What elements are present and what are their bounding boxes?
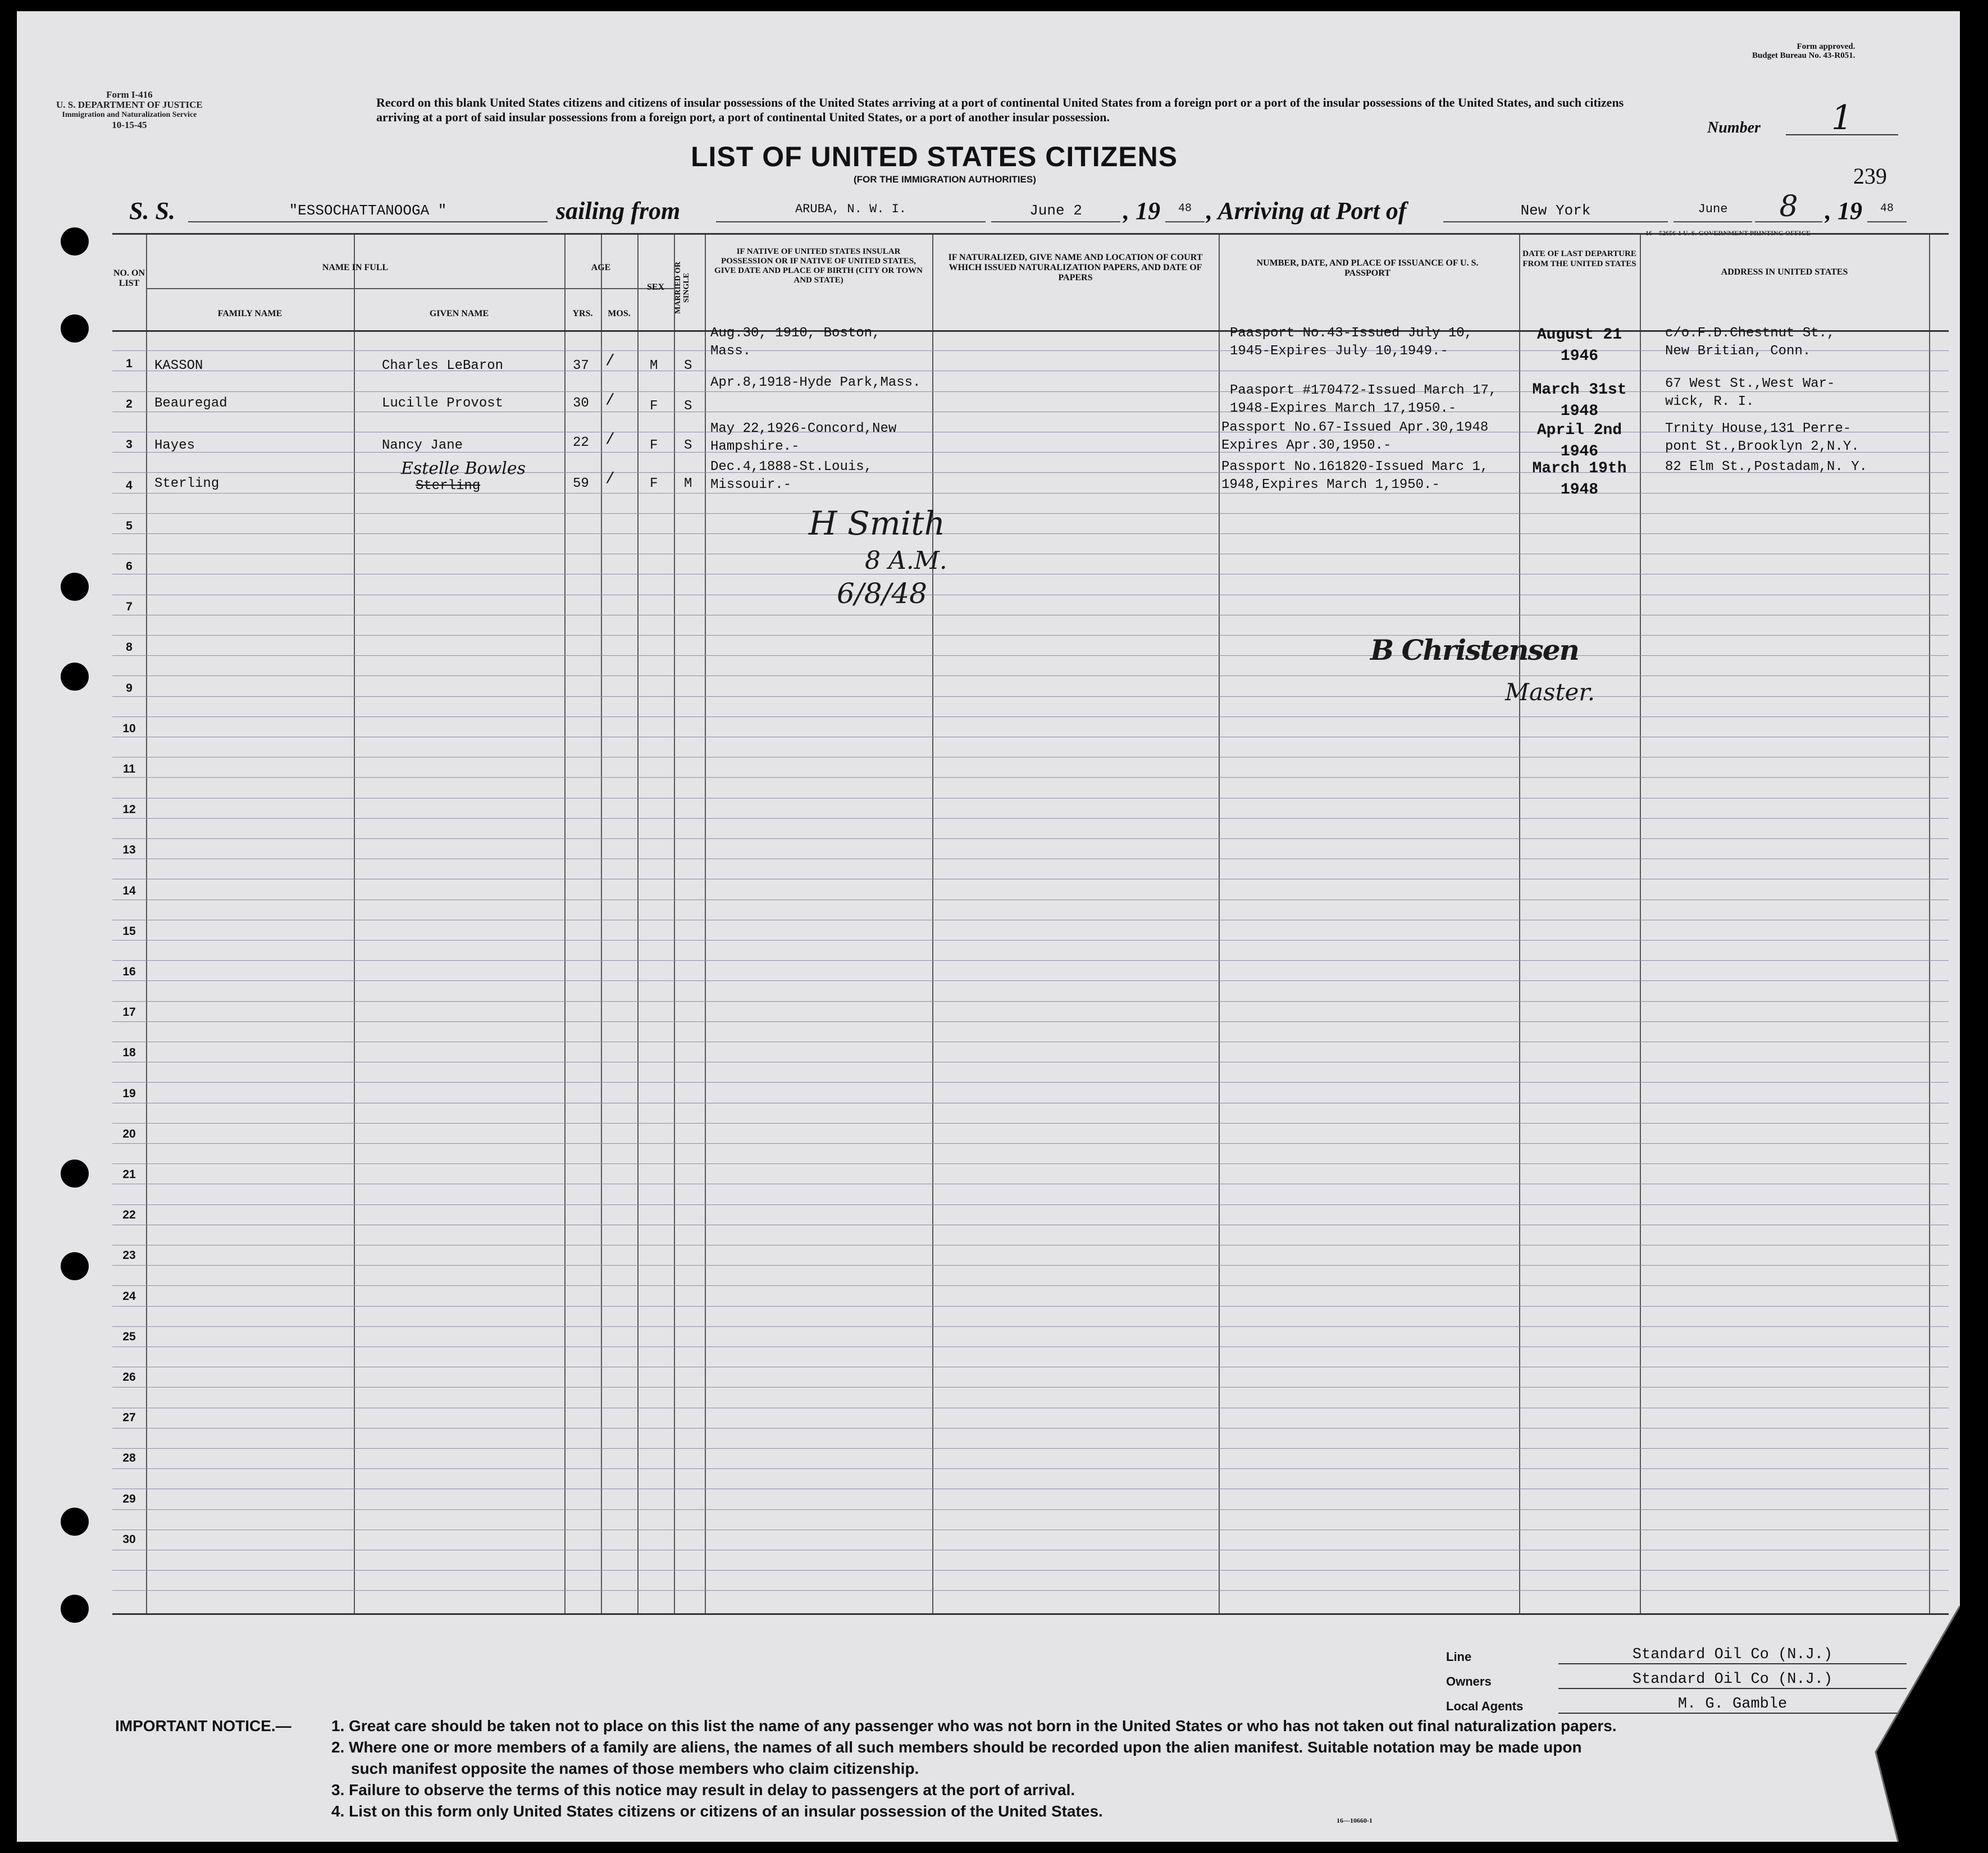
owners-label: Owners <box>1446 1674 1492 1688</box>
form-line: Immigration and Naturalization Service <box>62 111 197 119</box>
notice-item-3: 3. Failure to observe the terms of this notice may result in delay to passengers at the port of arrival. <box>331 1781 1075 1799</box>
number-value: 1 <box>1786 98 1898 135</box>
agents-label: Local Agents <box>1446 1699 1524 1713</box>
col-no: NO. ON LIST <box>113 268 145 288</box>
binder-hole <box>61 1252 89 1280</box>
col-family-name: FAMILY NAME <box>217 309 282 318</box>
birth-info: May 22,1926-Concord,New Hampshire.- <box>710 421 897 454</box>
row-number: 6 <box>126 560 133 573</box>
notice-item-4: 4. List on this form only United States citizens or citizens of an insular possession of the United States. <box>331 1802 1103 1820</box>
col-yrs: YRS. <box>572 309 593 318</box>
binder-hole <box>61 663 89 691</box>
given-name: Lucille Provost <box>382 396 504 411</box>
col-given-name: GIVEN NAME <box>429 309 489 318</box>
ship-name: "ESSOCHATTANOOGA " <box>188 202 548 222</box>
row-number: 16 <box>122 965 136 978</box>
notice-item-2-cont: such manifest opposite the names of those members who claim citizenship. <box>351 1760 919 1777</box>
row-number: 26 <box>122 1371 136 1384</box>
given-name: Nancy Jane <box>382 438 463 453</box>
master-title: Master. <box>1505 678 1595 706</box>
row-number: 22 <box>122 1208 136 1222</box>
marital-status: S <box>684 399 692 414</box>
ruled-line <box>112 1001 1949 1002</box>
ruled-line <box>112 493 1949 494</box>
passport-info: Passport No.161820-Issued Marc 1, 1948,Expires March 1,1950.- <box>1221 459 1489 492</box>
passport-info: Passport No.67-Issued Apr.30,1948 Expires Apr.30,1950.- <box>1221 420 1489 453</box>
col-sex: SEX <box>646 282 665 292</box>
row-number: 10 <box>122 722 136 735</box>
binder-hole <box>61 573 89 601</box>
ruled-line <box>112 635 1949 636</box>
col-married: MARRIED OR SINGLE <box>674 262 691 314</box>
ruled-line <box>112 1468 1949 1469</box>
year-prefix: , 19 <box>1123 197 1160 225</box>
last-departure: August 21 1946 <box>1536 326 1622 365</box>
line-label: Line <box>1446 1650 1472 1664</box>
notice-item-1: 1. Great care should be taken not to place on this list the name of any passenger who was not born in the United States or who has not taken out final naturalization papers. <box>331 1717 1617 1735</box>
ruled-line <box>112 1448 1949 1449</box>
binder-hole <box>61 1595 89 1623</box>
marital-status: S <box>684 358 692 373</box>
col-mos: MOS. <box>608 309 631 318</box>
ruled-line <box>112 1082 1949 1083</box>
ruled-line <box>112 1590 1949 1591</box>
sex: F <box>650 399 658 414</box>
col-native: IF NATIVE OF UNITED STATES INSULAR POSSESSION OR IF NATIVE OF UNITED STATES, GIVE DATE AND PLACE OF BIRTH (CITY OR TOWN AND STATE) <box>714 247 923 285</box>
age-years: 59 <box>573 476 589 491</box>
ruled-line <box>112 1306 1949 1307</box>
row-number: 17 <box>122 1006 136 1019</box>
ruled-line <box>112 980 1949 981</box>
approval-line: Form approved. <box>1797 42 1855 51</box>
row-number: 14 <box>122 884 136 897</box>
row-number: 2 <box>126 398 133 411</box>
arrival-day: 8 <box>1755 190 1822 222</box>
last-departure: March 19th 1948 <box>1532 460 1627 499</box>
sex: F <box>650 476 658 491</box>
ruled-line <box>112 1123 1949 1124</box>
form-line: Form I-416 <box>106 89 153 100</box>
birth-info: Apr.8,1918-Hyde Park,Mass. <box>710 375 921 390</box>
manifest-page <box>17 11 1960 1842</box>
row-number: 15 <box>122 924 136 938</box>
row-number: 25 <box>122 1330 136 1343</box>
family-name: Hayes <box>154 438 195 453</box>
budget-approval <box>1752 42 1855 60</box>
inspection-time: 8 A.M. <box>865 546 947 575</box>
us-address: c/o.F.D.Chestnut St., New Britian, Conn. <box>1665 326 1835 359</box>
ruled-line <box>112 696 1949 697</box>
from-port: ARUBA, N. W. I. <box>716 202 986 222</box>
binder-hole <box>61 227 89 255</box>
master-signature: B Christensen <box>1370 633 1579 667</box>
arrival-year: 48 <box>1867 202 1907 222</box>
row-number: 1 <box>126 357 133 370</box>
row-number: 23 <box>122 1249 136 1262</box>
from-year: 48 <box>1165 202 1205 222</box>
number-label: Number <box>1707 119 1761 136</box>
owners-value: Standard Oil Co (N.J.) <box>1558 1671 1907 1689</box>
instructions: Record on this blank United States citizens and citizens of insular possessions of the United States arriving at a port of continental United States from a foreign port or a port of the insular possessions of the United States, and such citizens arriving at a port of said insular possessions from a foreign port, a port of continental United States, or a port of another insular possession. <box>376 95 1624 124</box>
approval-line: Budget Bureau No. 43-R051. <box>1752 51 1855 60</box>
col-naturalized: IF NATURALIZED, GIVE NAME AND LOCATION OF COURT WHICH ISSUED NATURALIZATION PAPERS, AND DATE OF PAPERS <box>948 253 1203 282</box>
arrival-port: New York <box>1443 202 1668 222</box>
ruled-line <box>112 1163 1949 1164</box>
age-months-dash: / <box>605 471 615 488</box>
arrival-month: June <box>1674 202 1752 222</box>
ruled-line <box>112 1509 1949 1510</box>
row-number: 20 <box>122 1127 136 1140</box>
form-line: U. S. DEPARTMENT OF JUSTICE <box>56 99 203 110</box>
age-months-dash: / <box>605 392 615 409</box>
curled-corner <box>1842 1606 1960 1842</box>
row-number: 11 <box>122 763 136 775</box>
row-number: 3 <box>126 438 133 451</box>
row-number: 30 <box>122 1532 136 1546</box>
age-years: 37 <box>573 358 589 373</box>
row-number: 4 <box>126 478 133 492</box>
row-number: 9 <box>126 681 133 695</box>
ruled-line <box>112 818 1949 819</box>
row-number: 27 <box>122 1411 136 1425</box>
page-number: 239 <box>1853 163 1887 189</box>
inspection-date: 6/8/48 <box>837 577 927 610</box>
sex: M <box>650 358 658 373</box>
row-number: 19 <box>122 1087 136 1100</box>
line-value: Standard Oil Co (N.J.) <box>1558 1646 1907 1664</box>
ruled-line <box>112 1021 1949 1022</box>
row-number: 21 <box>122 1168 136 1181</box>
last-departure: March 31st 1948 <box>1532 381 1627 420</box>
col-departure: DATE OF LAST DEPARTURE FROM THE UNITED STATES <box>1522 249 1636 268</box>
age-months-dash: / <box>605 431 615 449</box>
family-name: Sterling <box>154 476 220 491</box>
given-name-struck: Sterling <box>416 478 481 494</box>
ss-label: S. S. <box>129 197 175 225</box>
birth-info: Dec.4,1888-St.Louis, Missouir.- <box>710 459 873 492</box>
row-number: 29 <box>122 1492 136 1505</box>
row-number: 28 <box>122 1452 136 1465</box>
last-departure: April 2nd 1946 <box>1536 422 1622 460</box>
age-years: 30 <box>573 396 589 411</box>
row-number: 12 <box>122 803 136 816</box>
family-name: KASSON <box>154 358 203 373</box>
page-title: LIST OF UNITED STATES CITIZENS <box>691 141 1178 172</box>
year-prefix-arrival: , 19 <box>1825 197 1862 225</box>
binder-hole <box>61 1160 89 1188</box>
binder-hole <box>61 314 89 343</box>
printing-office-note: 16—52656-1 U. S. GOVERNMENT PRINTING OFFICE <box>1645 229 1811 237</box>
ruled-line <box>112 777 1949 778</box>
inspector-signature: H Smith <box>809 504 945 542</box>
col-passport: NUMBER, DATE, AND PLACE OF ISSUANCE OF U. S. PASSPORT <box>1256 258 1479 278</box>
ruled-line <box>112 1285 1949 1286</box>
given-name: Charles LeBaron <box>382 358 504 373</box>
ruled-line <box>112 533 1949 534</box>
passport-info: Paasport #170472-Issued March 17, 1948-Expires March 17,1950.- <box>1230 383 1497 416</box>
ruled-line <box>112 1387 1949 1388</box>
ruled-line <box>112 1326 1949 1327</box>
from-date: June 2 <box>991 202 1120 222</box>
passenger-table <box>112 233 1949 1615</box>
form-identifier <box>56 90 203 130</box>
ruled-line <box>112 1143 1949 1144</box>
marital-status: M <box>684 476 692 491</box>
arriving-label: , Arriving at Port of <box>1206 197 1407 225</box>
notice-label: IMPORTANT NOTICE.— <box>115 1717 291 1735</box>
ruled-line <box>112 960 1949 961</box>
notice-item-2: 2. Where one or more members of a family are aliens, the names of all such members should be recorded upon the alien manifest. Suitable notation may be made upon <box>331 1738 1582 1756</box>
family-name: Beauregad <box>154 396 227 411</box>
given-name-handwritten: Estelle Bowles <box>400 459 526 478</box>
ruled-line <box>112 940 1949 941</box>
ruled-line <box>112 1265 1949 1266</box>
ruled-line <box>112 513 1949 514</box>
ruled-line <box>112 655 1949 656</box>
us-address: 67 West St.,West War- wick, R. I. <box>1665 376 1835 409</box>
form-line: 10-15-45 <box>112 120 147 130</box>
row-number: 5 <box>126 519 133 532</box>
passport-info: Paasport No.43-Issued July 10, 1945-Expires July 10,1949.- <box>1230 326 1473 359</box>
sex: F <box>650 438 658 453</box>
page-subtitle: (FOR THE IMMIGRATION AUTHORITIES) <box>854 174 1036 185</box>
row-number: 7 <box>126 600 133 614</box>
row-number: 18 <box>122 1046 136 1060</box>
binder-hole <box>61 1508 89 1536</box>
ruled-line <box>112 1570 1949 1571</box>
age-months-dash: / <box>605 353 615 370</box>
age-years: 22 <box>573 435 589 450</box>
ruled-line <box>112 716 1949 717</box>
us-address: 82 Elm St.,Postadam,N. Y. <box>1665 459 1868 474</box>
marital-status: S <box>684 438 692 453</box>
row-number: 8 <box>126 641 133 654</box>
us-address: Trnity House,131 Perre- pont St.,Brooklyn 2,N.Y. <box>1665 421 1859 454</box>
birth-info: Aug.30, 1910, Boston, Mass. <box>710 326 881 359</box>
col-name-in-full: NAME IN FULL <box>322 263 389 272</box>
print-code: 16—10660-1 <box>1337 1817 1373 1824</box>
col-address: ADDRESS IN UNITED STATES <box>1721 267 1848 277</box>
sailing-from-label: sailing from <box>556 197 681 225</box>
ruled-line <box>112 1204 1949 1205</box>
agents-value: M. G. Gamble <box>1558 1696 1907 1714</box>
row-number: 24 <box>122 1289 136 1303</box>
row-number: 13 <box>122 843 136 857</box>
col-age: AGE <box>591 263 611 272</box>
ruled-line <box>112 838 1949 839</box>
